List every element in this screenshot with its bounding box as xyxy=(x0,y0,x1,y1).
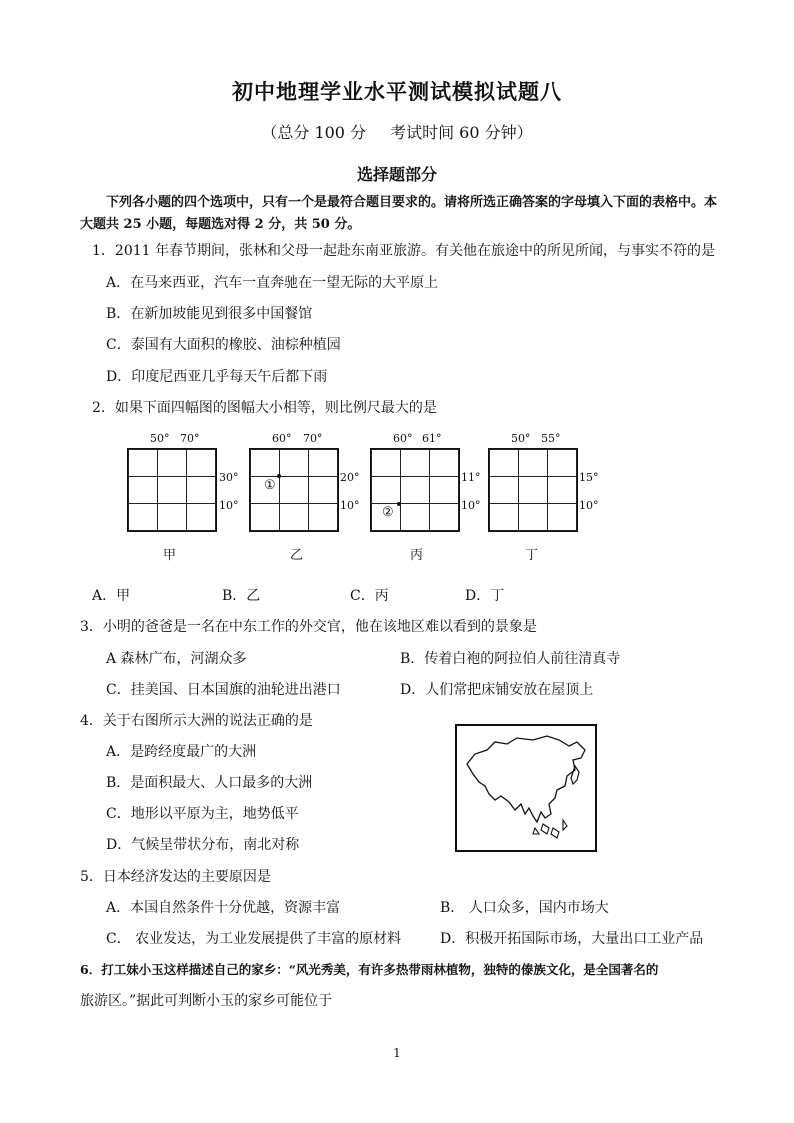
question-1-option-b[interactable]: B．在新加坡能见到很多中国餐馆 xyxy=(106,306,313,322)
map-jia-grid xyxy=(127,448,217,532)
map-jia-lat-2: 10° xyxy=(219,499,239,512)
map-bing-lat-2: 10° xyxy=(461,499,481,512)
exam-time: 考试时间 60 分钟） xyxy=(390,123,533,142)
page-number: 1 xyxy=(393,1046,401,1060)
instructions: 下列各小题的四个选项中，只有一个是最符合题目要求的。请将所选正确答案的字母填入下面的表格中。本大题共 25 小题，每题选对得 2 分，共 50 分。 xyxy=(80,195,718,232)
question-3-option-b[interactable]: B．传着白袍的阿拉伯人前往清真寺 xyxy=(400,651,621,667)
question-3-stem: 3．小明的爸爸是一名在中东工作的外交官，他在该地区难以看到的景象是 xyxy=(80,619,537,635)
map-yi-lon-1: 60° xyxy=(272,432,292,445)
question-5-option-b[interactable]: B． 人口众多，国内市场大 xyxy=(440,900,609,916)
question-4-option-b[interactable]: B．是面积最大、人口最多的大洲 xyxy=(106,775,313,791)
question-2-stem: 2．如果下面四幅图的图幅大小相等，则比例尺最大的是 xyxy=(92,400,437,416)
question-2-option-c[interactable]: C．丙 xyxy=(350,588,389,604)
question-3-option-c[interactable]: C．挂美国、日本国旗的油轮进出港口 xyxy=(106,682,341,698)
map-bing-name: 丙 xyxy=(410,548,424,563)
map-ding-lat-1: 15° xyxy=(579,471,599,484)
map-bing-lon-1: 60° xyxy=(393,432,413,445)
question-1-option-d[interactable]: D．印度尼西亚几乎每天午后都下雨 xyxy=(106,369,328,385)
map-jia-lat-1: 30° xyxy=(219,471,239,484)
exam-meta xyxy=(0,120,794,143)
question-4-option-d[interactable]: D．气候呈带状分布，南北对称 xyxy=(106,837,300,853)
question-3-option-a[interactable]: A 森林广布，河湖众多 xyxy=(106,651,247,667)
map-jia-lon-2: 70° xyxy=(180,432,200,445)
question-6-stem-line-2: 旅游区。”据此可判断小玉的家乡可能位于 xyxy=(80,993,333,1009)
question-5-stem: 5．日本经济发达的主要原因是 xyxy=(80,869,271,885)
map-yi-marker: ① xyxy=(264,478,276,493)
map-yi-lon-2: 70° xyxy=(303,432,323,445)
map-ding-lon-1: 50° xyxy=(511,432,531,445)
map-jia-name: 甲 xyxy=(163,548,177,563)
question-6-stem-line-1: 6．打工妹小玉这样描述自己的家乡：“风光秀美，有许多热带雨林植物，独特的傣族文化，是全国著名的 xyxy=(80,962,659,977)
total-score: （总分 100 分 xyxy=(261,123,367,142)
map-yi-point xyxy=(277,474,281,478)
question-1-stem: 1．2011 年春节期间，张林和父母一起赴东南亚旅游。有关他在旅途中的所见所闻，与事实不符的是 xyxy=(92,243,715,259)
page-title: 初中地理学业水平测试模拟试题八 xyxy=(232,79,562,104)
question-1-option-c[interactable]: C．泰国有大面积的橡胶、油棕种植园 xyxy=(106,337,341,353)
asia-map-figure xyxy=(455,724,597,852)
map-bing-lon-2: 61° xyxy=(422,432,442,445)
map-bing-lat-1: 11° xyxy=(461,471,481,484)
question-4-option-c[interactable]: C．地形以平原为主，地势低平 xyxy=(106,806,299,822)
question-2-option-d[interactable]: D．丁 xyxy=(465,588,505,604)
question-4-stem: 4．关于右图所示大洲的说法正确的是 xyxy=(80,713,313,729)
section-title: 选择题部分 xyxy=(356,165,437,184)
question-3-option-d[interactable]: D．人们常把床铺安放在屋顶上 xyxy=(400,682,594,698)
question-5-option-d[interactable]: D．积极开拓国际市场，大量出口工业产品 xyxy=(440,931,704,947)
map-yi-grid xyxy=(249,448,339,532)
map-yi-name: 乙 xyxy=(290,548,304,563)
map-yi-lat-1: 20° xyxy=(340,471,360,484)
map-bing-marker: ② xyxy=(382,505,394,520)
question-4-option-a[interactable]: A．是跨经度最广的大洲 xyxy=(106,744,257,760)
map-ding-lat-2: 10° xyxy=(579,499,599,512)
question-2-option-b[interactable]: B．乙 xyxy=(222,588,261,604)
map-yi-lat-2: 10° xyxy=(340,499,360,512)
question-5-option-c[interactable]: C． 农业发达，为工业发展提供了丰富的原材料 xyxy=(106,931,402,947)
map-ding-name: 丁 xyxy=(525,548,539,563)
map-bing-point xyxy=(397,502,401,506)
map-jia-lon-1: 50° xyxy=(150,432,170,445)
map-ding-lon-2: 55° xyxy=(541,432,561,445)
question-2-option-a[interactable]: A．甲 xyxy=(92,588,131,604)
question-1-option-a[interactable]: A．在马来西亚，汽车一直奔驰在一望无际的大平原上 xyxy=(106,275,439,291)
map-ding-grid xyxy=(488,448,578,532)
question-5-option-a[interactable]: A．本国自然条件十分优越，资源丰富 xyxy=(106,900,341,916)
